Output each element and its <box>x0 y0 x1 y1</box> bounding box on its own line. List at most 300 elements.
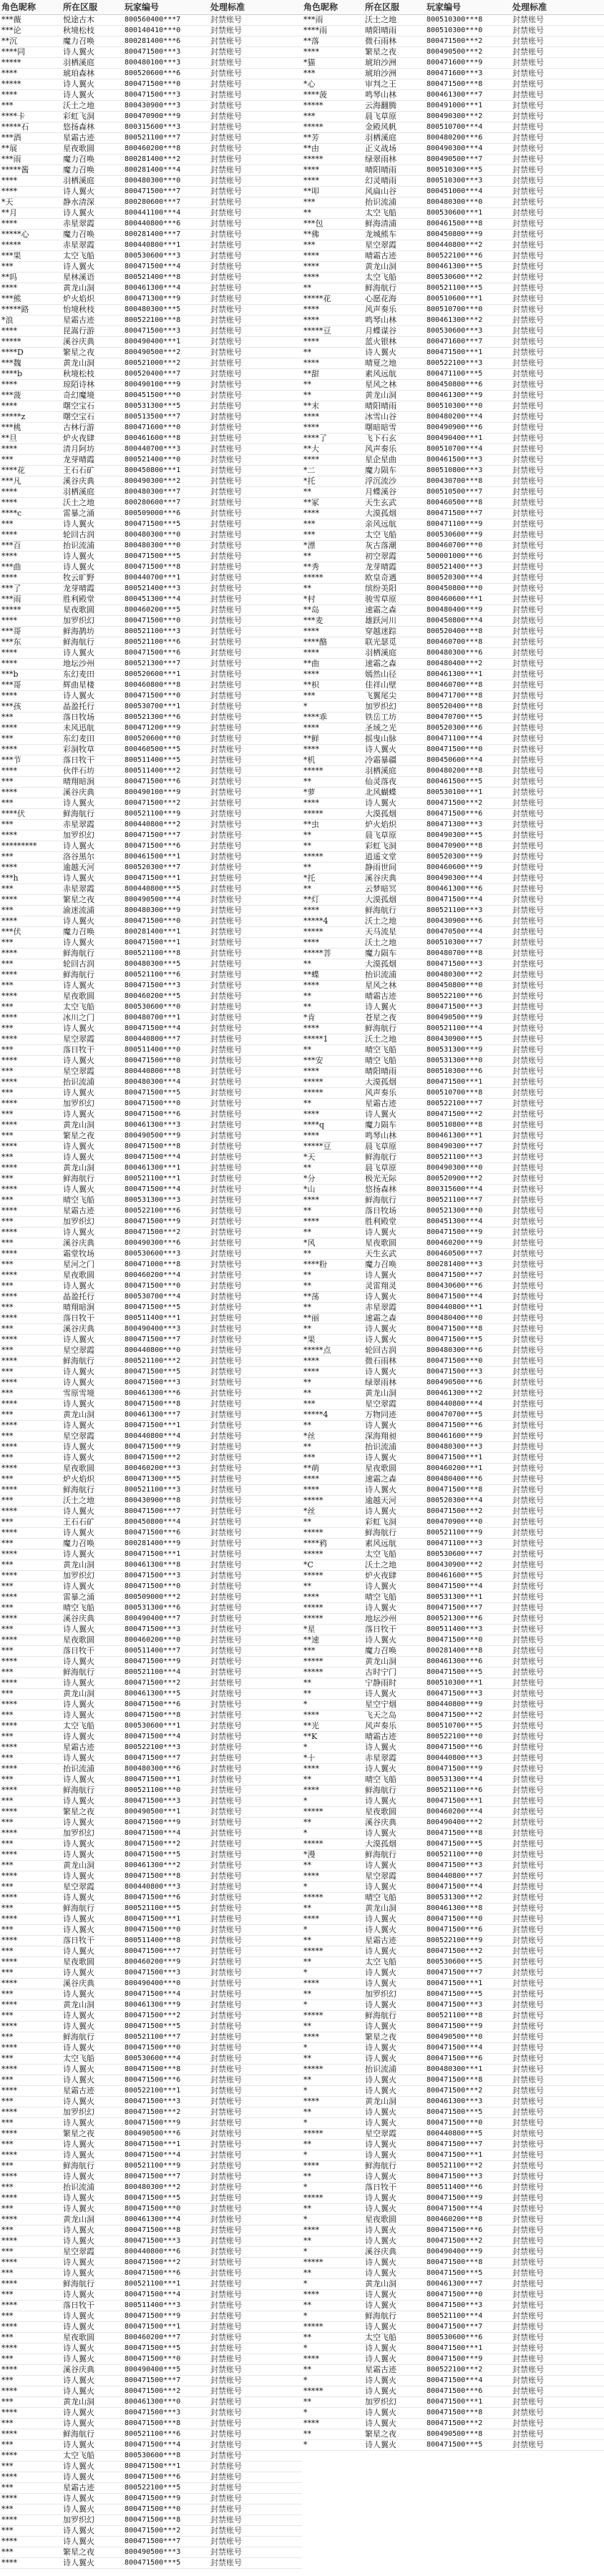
server-cell: 鲜海航行 <box>62 2161 123 2172</box>
nickname-cell: *** <box>0 1539 62 1549</box>
player-id-cell: 800530600***1 <box>425 208 511 219</box>
server-cell: 轮回古润 <box>62 959 123 970</box>
table-row <box>0 36 302 47</box>
player-id-cell: 800510300***0 <box>425 401 511 412</box>
status-cell: 封禁账号 <box>209 1743 302 1753</box>
status-cell: 封禁账号 <box>511 1453 604 1464</box>
status-cell: 封禁账号 <box>209 2386 302 2397</box>
table-row <box>0 348 302 358</box>
server-cell: 诗人翼火 <box>62 691 123 702</box>
status-cell: 封禁账号 <box>209 391 302 401</box>
server-cell: 诗人翼火 <box>62 2193 123 2204</box>
server-cell: 速霜之森 <box>364 1313 425 1324</box>
player-id-cell: 800471500***5 <box>425 1335 511 1346</box>
table-row <box>302 1324 604 1335</box>
nickname-cell: **** <box>302 2225 364 2236</box>
status-cell: 封禁账号 <box>511 26 604 36</box>
server-cell: 加罗织幻 <box>62 2515 123 2526</box>
table-row <box>302 1989 604 2000</box>
table-row <box>302 573 604 584</box>
nickname-cell: ***** <box>302 1893 364 1904</box>
status-cell: 封禁账号 <box>511 1764 604 1775</box>
server-cell: 诗人翼火 <box>364 1110 425 1120</box>
player-id-cell: 800490500***9 <box>123 1131 209 1142</box>
table-row <box>302 959 604 970</box>
player-id-cell: 800471500***1 <box>123 1421 209 1431</box>
server-cell: 诗人翼火 <box>364 348 425 358</box>
server-cell: 鲜海航行 <box>364 2161 425 2172</box>
nickname-cell: *** <box>0 1324 62 1335</box>
player-id-cell: 800461300***2 <box>425 315 511 326</box>
table-row <box>302 165 604 176</box>
player-id-cell: 800480300***6 <box>123 1764 209 1775</box>
table-row <box>0 1635 302 1646</box>
status-cell: 封禁账号 <box>209 1775 302 1786</box>
player-id-cell: 500001000***6 <box>425 552 511 562</box>
server-cell: 东幻麦田 <box>62 734 123 745</box>
server-cell: 诗人翼火 <box>62 2225 123 2236</box>
status-cell: 封禁账号 <box>511 1710 604 1721</box>
server-cell: 黄龙山洞 <box>364 1904 425 1914</box>
column-header-player-id: 玩家编号 <box>123 0 209 15</box>
status-cell: 封禁账号 <box>511 423 604 434</box>
nickname-cell: *** <box>0 101 62 112</box>
status-cell: 封禁账号 <box>209 2129 302 2140</box>
nickname-cell: ** <box>302 2107 364 2118</box>
player-id-cell: 800440800***6 <box>123 219 209 230</box>
table-row <box>0 2365 302 2376</box>
player-id-cell: 800530100***1 <box>425 788 511 798</box>
status-cell: 封禁账号 <box>209 498 302 509</box>
player-id-cell: 800471500***9 <box>425 2193 511 2204</box>
table-row <box>302 2344 604 2354</box>
nickname-cell: ***** <box>0 605 62 616</box>
status-cell: 封禁账号 <box>209 2118 302 2129</box>
server-cell: 羽栖溪庭 <box>62 58 123 69</box>
server-cell: 亲风远航 <box>364 519 425 530</box>
server-cell: 沃土之地 <box>364 916 425 927</box>
server-cell: 落日牧干 <box>62 755 123 766</box>
player-id-cell: 800531300***4 <box>425 1775 511 1786</box>
nickname-cell: *** <box>0 1667 62 1678</box>
status-cell: 封禁账号 <box>209 1099 302 1110</box>
status-cell: 封禁账号 <box>511 991 604 1002</box>
table-row <box>0 1238 302 1249</box>
player-id-cell: 800490500***0 <box>425 2032 511 2043</box>
server-cell: 诗人翼火 <box>62 2419 123 2429</box>
server-cell: 诗人翼火 <box>62 2322 123 2333</box>
player-id-cell: 800470900***0 <box>425 1517 511 1528</box>
table-row <box>302 1882 604 1893</box>
player-id-cell: 800471500***5 <box>425 2268 511 2279</box>
server-cell: 诗人翼火 <box>62 2204 123 2215</box>
player-id-cell: 800471500***9 <box>123 1217 209 1228</box>
server-cell: 诗人翼火 <box>62 916 123 927</box>
table-row <box>302 2386 604 2397</box>
status-cell: 封禁账号 <box>209 1571 302 1582</box>
status-cell: 封禁账号 <box>209 2193 302 2204</box>
status-cell: 封禁账号 <box>511 745 604 755</box>
table-row <box>0 1260 302 1270</box>
table-row <box>0 863 302 873</box>
player-id-cell: 800461300***9 <box>123 2000 209 2011</box>
server-cell: 鲜海航行 <box>364 1850 425 1861</box>
status-cell: 封禁账号 <box>511 2129 604 2140</box>
server-cell: 诗人翼火 <box>62 1110 123 1120</box>
player-id-cell: 800480700***8 <box>425 949 511 959</box>
nickname-cell: **灯 <box>302 895 364 906</box>
status-cell: 封禁账号 <box>209 15 302 26</box>
server-cell: 苍星之夜 <box>364 1013 425 1024</box>
table-row <box>0 2419 302 2429</box>
server-cell: 星夜歌圆 <box>62 2333 123 2344</box>
table-row <box>302 1592 604 1603</box>
player-id-cell: 800471500***6 <box>123 1110 209 1120</box>
nickname-cell: *** <box>302 691 364 702</box>
nickname-cell: **** <box>0 2022 62 2032</box>
player-id-cell: 800511400***3 <box>123 2301 209 2311</box>
table-row <box>0 1539 302 1549</box>
table-row <box>302 2440 604 2451</box>
nickname-cell: ***桃 <box>0 423 62 434</box>
status-cell: 封禁账号 <box>209 1110 302 1120</box>
status-cell: 封禁账号 <box>511 2279 604 2290</box>
table-row <box>0 1024 302 1034</box>
nickname-cell: **** <box>302 165 364 176</box>
status-cell: 封禁账号 <box>209 412 302 423</box>
player-id-cell: 800471500***6 <box>123 841 209 852</box>
status-cell: 封禁账号 <box>209 2290 302 2301</box>
player-id-cell: 800281400***1 <box>123 927 209 938</box>
status-cell: 封禁账号 <box>511 2236 604 2247</box>
table-row <box>302 1625 604 1635</box>
table-row <box>0 1989 302 2000</box>
nickname-cell: ** <box>302 1442 364 1453</box>
status-cell: 封禁账号 <box>209 305 302 315</box>
player-id-cell: 800471500***4 <box>425 895 511 906</box>
server-cell: 加罗织幻 <box>364 702 425 712</box>
nickname-cell: ** <box>302 991 364 1002</box>
table-row <box>0 2279 302 2290</box>
player-id-cell: 800520600***6 <box>123 69 209 79</box>
table-row <box>302 1045 604 1056</box>
server-cell: 诗人翼火 <box>364 2140 425 2150</box>
server-cell: 轮回古润 <box>62 530 123 541</box>
table-row <box>0 1389 302 1399</box>
table-row <box>302 927 604 938</box>
status-cell: 封禁账号 <box>209 1453 302 1464</box>
status-cell: 封禁账号 <box>209 916 302 927</box>
player-id-cell: 800521100***3 <box>123 627 209 637</box>
nickname-cell: *** <box>0 1281 62 1292</box>
player-id-cell: 800471500***6 <box>123 1893 209 1904</box>
table-row <box>302 2204 604 2215</box>
status-cell: 封禁账号 <box>511 1206 604 1217</box>
server-cell: 金殿风帆 <box>364 122 425 133</box>
player-id-cell: 800471500***5 <box>425 2107 511 2118</box>
server-cell: 极光无际 <box>364 1174 425 1185</box>
nickname-cell: *** <box>0 1882 62 1893</box>
nickname-cell: *** <box>0 2097 62 2107</box>
server-cell: 星夜歌圆 <box>62 605 123 616</box>
nickname-cell: **** <box>0 1592 62 1603</box>
server-cell: 诗人翼火 <box>364 1228 425 1238</box>
table-row <box>0 2258 302 2268</box>
player-id-cell: 800522100***6 <box>425 991 511 1002</box>
nickname-cell: **** <box>302 1195 364 1206</box>
server-cell: 星夜歌圆 <box>364 2215 425 2225</box>
server-cell: 诗人翼火 <box>364 2225 425 2236</box>
server-cell: 繁星之夜 <box>62 2547 123 2558</box>
nickname-cell: **** <box>0 2322 62 2333</box>
player-id-cell: 800471500***8 <box>425 1485 511 1496</box>
table-row <box>302 208 604 219</box>
nickname-cell: **** <box>0 1249 62 1260</box>
table-row <box>302 1421 604 1431</box>
status-cell: 封禁账号 <box>511 2022 604 2032</box>
status-cell: 封禁账号 <box>209 122 302 133</box>
nickname-cell: **甜 <box>302 369 364 380</box>
player-id-cell: 800471500***5 <box>123 1303 209 1313</box>
player-id-cell: 800471500***4 <box>123 2290 209 2301</box>
nickname-cell: *** <box>302 1646 364 1657</box>
table-row <box>302 2129 604 2140</box>
status-cell: 封禁账号 <box>209 981 302 991</box>
server-cell: 速霜之森 <box>364 1474 425 1485</box>
table-row <box>302 552 604 562</box>
player-id-cell: 800471500***7 <box>123 2376 209 2386</box>
status-cell: 封禁账号 <box>209 423 302 434</box>
player-id-cell: 800510300***0 <box>425 26 511 36</box>
nickname-cell: **** <box>302 1979 364 1989</box>
nickname-cell: **** <box>0 1120 62 1131</box>
table-row <box>302 1646 604 1657</box>
nickname-cell: ********* <box>0 841 62 852</box>
table-row <box>302 2022 604 2032</box>
table-row <box>302 1667 604 1678</box>
nickname-cell: *托 <box>302 873 364 884</box>
status-cell: 封禁账号 <box>511 15 604 26</box>
nickname-cell: *** <box>0 1710 62 1721</box>
status-cell: 封禁账号 <box>209 691 302 702</box>
player-id-cell: 800480300***0 <box>425 197 511 208</box>
nickname-cell: * <box>302 1700 364 1710</box>
server-cell: 诗人翼火 <box>62 1893 123 1904</box>
player-id-cell: 800471500***2 <box>425 1946 511 1957</box>
table-row <box>0 2515 302 2526</box>
nickname-cell: *** <box>0 2011 62 2022</box>
player-id-cell: 800471500***2 <box>123 2526 209 2537</box>
table-row <box>302 2075 604 2086</box>
nickname-cell: * <box>302 2118 364 2129</box>
nickname-cell: ***安 <box>302 1056 364 1067</box>
player-id-cell: 800511400***5 <box>123 755 209 766</box>
server-cell: 大漠孤烟 <box>364 959 425 970</box>
table-row <box>0 2140 302 2150</box>
server-cell: 诗人翼火 <box>364 1453 425 1464</box>
table-row <box>302 1904 604 1914</box>
player-id-cell: 800511400***6 <box>425 2183 511 2193</box>
server-cell: 抬识流浦 <box>364 1442 425 1453</box>
nickname-cell: **** <box>302 337 364 348</box>
nickname-cell: ** <box>302 863 364 873</box>
status-cell: 封禁账号 <box>209 2397 302 2408</box>
player-id-cell: 800440800***3 <box>123 1882 209 1893</box>
nickname-cell: **速 <box>302 1635 364 1646</box>
nickname-cell: ** <box>302 777 364 788</box>
player-id-cell: 800522100***3 <box>425 358 511 369</box>
player-id-cell: 800471500***8 <box>425 2408 511 2419</box>
player-id-cell: 800471500***6 <box>425 2386 511 2397</box>
nickname-cell: ****卡 <box>0 112 62 122</box>
table-row <box>0 1356 302 1367</box>
status-cell: 封禁账号 <box>209 1002 302 1013</box>
status-cell: 封禁账号 <box>511 2376 604 2386</box>
status-cell: 封禁账号 <box>511 509 604 519</box>
table-row <box>302 584 604 594</box>
table-row <box>0 176 302 187</box>
server-cell: 大漠孤烟 <box>364 509 425 519</box>
table-row <box>0 1346 302 1356</box>
server-cell: 诗人翼火 <box>62 1528 123 1539</box>
table-row <box>0 906 302 916</box>
status-cell: 封禁账号 <box>209 1013 302 1024</box>
nickname-cell: ***伏 <box>0 927 62 938</box>
nickname-cell: **** <box>302 981 364 991</box>
server-cell: 赤星翠霞 <box>62 219 123 230</box>
server-cell: 诗人翼火 <box>62 562 123 573</box>
server-cell: 魔力召唤 <box>62 230 123 240</box>
table-row <box>302 2118 604 2129</box>
player-id-cell: 800471500***6 <box>123 1528 209 1539</box>
table-row <box>0 112 302 122</box>
status-cell: 封禁账号 <box>209 1356 302 1367</box>
server-cell: 鲜海航行 <box>364 1195 425 1206</box>
status-cell: 封禁账号 <box>209 2000 302 2011</box>
nickname-cell: **** <box>0 552 62 562</box>
server-cell: 清月阿坊 <box>62 444 123 455</box>
table-row <box>0 2043 302 2054</box>
player-id-cell: 800281400***8 <box>425 1646 511 1657</box>
server-cell: 诗人翼火 <box>364 1485 425 1496</box>
status-cell: 封禁账号 <box>511 777 604 788</box>
server-cell: 微石雨林 <box>364 36 425 47</box>
status-cell: 封禁账号 <box>209 1131 302 1142</box>
nickname-cell: **** <box>0 1034 62 1045</box>
server-cell: 诗人翼火 <box>62 2011 123 2022</box>
player-id-cell: 800471500***1 <box>123 2462 209 2472</box>
status-cell: 封禁账号 <box>209 1818 302 1828</box>
status-cell: 封禁账号 <box>511 1324 604 1335</box>
server-cell: 羽栖溪庭 <box>62 487 123 498</box>
status-cell: 封禁账号 <box>209 240 302 251</box>
player-id-cell: 800531300***9 <box>425 1045 511 1056</box>
server-cell: 鲜海航行 <box>62 2429 123 2440</box>
server-cell: 繁星之夜 <box>364 2429 425 2440</box>
player-id-cell: 800471200***9 <box>123 723 209 734</box>
server-cell: 沃土之地 <box>364 938 425 949</box>
player-id-cell: 800471500***3 <box>123 1625 209 1635</box>
nickname-cell: *** <box>0 1625 62 1635</box>
player-id-cell: 800490500***6 <box>425 1378 511 1389</box>
nickname-cell: **** <box>0 2515 62 2526</box>
server-cell: 诗人翼火 <box>62 1088 123 1099</box>
table-row <box>0 2204 302 2215</box>
status-cell: 封禁账号 <box>511 476 604 487</box>
table-row <box>0 884 302 895</box>
nickname-cell: *丝 <box>302 1431 364 1442</box>
nickname-cell: **** <box>302 1764 364 1775</box>
status-cell: 封禁账号 <box>209 637 302 648</box>
status-cell: 封禁账号 <box>209 1260 302 1270</box>
table-row <box>302 15 604 26</box>
table-row <box>302 1893 604 1904</box>
nickname-cell: **** <box>0 1099 62 1110</box>
table-row <box>302 1496 604 1507</box>
nickname-cell: **** <box>0 2193 62 2204</box>
status-cell: 封禁账号 <box>511 369 604 380</box>
table-row <box>302 1195 604 1206</box>
table-row <box>302 2365 604 2376</box>
server-cell: 晴霜古迹 <box>364 1732 425 1743</box>
table-row <box>0 970 302 981</box>
nickname-cell: **** <box>302 723 364 734</box>
table-row <box>302 1786 604 1796</box>
player-id-cell: 800461300***9 <box>425 391 511 401</box>
server-cell: 晨飞草原 <box>364 831 425 841</box>
nickname-cell: **** <box>0 1185 62 1195</box>
player-id-cell: 800315600***4 <box>425 1185 511 1195</box>
nickname-cell: **叩 <box>302 187 364 197</box>
player-id-cell: 800451000***4 <box>425 187 511 197</box>
status-cell: 封禁账号 <box>209 723 302 734</box>
nickname-cell: *****豆 <box>302 1142 364 1152</box>
nickname-cell: *** <box>0 1861 62 1871</box>
server-cell: 诗人翼火 <box>62 1678 123 1689</box>
table-row <box>302 2000 604 2011</box>
status-cell: 封禁账号 <box>511 691 604 702</box>
nickname-cell: **冢 <box>302 498 364 509</box>
table-row <box>302 820 604 831</box>
player-id-cell: 800450800***0 <box>425 584 511 594</box>
server-cell: 诗人翼火 <box>62 2172 123 2183</box>
nickname-cell: **** <box>302 1067 364 1077</box>
player-id-cell: 800461300***7 <box>123 1410 209 1421</box>
table-row <box>0 2504 302 2515</box>
player-id-cell: 800430900***3 <box>123 101 209 112</box>
server-cell: 诗人翼火 <box>364 1324 425 1335</box>
player-id-cell: 800522100***6 <box>123 1206 209 1217</box>
table-row <box>302 970 604 981</box>
table-row <box>0 1657 302 1667</box>
server-cell: 彩虹飞洞 <box>364 1517 425 1528</box>
status-cell: 封禁账号 <box>209 895 302 906</box>
status-cell: 封禁账号 <box>209 2172 302 2183</box>
status-cell: 封禁账号 <box>511 927 604 938</box>
server-cell: 晨飞草原 <box>364 112 425 122</box>
server-cell: 落日牧干 <box>62 1045 123 1056</box>
status-cell: 封禁账号 <box>209 605 302 616</box>
player-id-cell: 800471500***2 <box>425 1710 511 1721</box>
nickname-cell: **** <box>0 498 62 509</box>
status-cell: 封禁账号 <box>511 938 604 949</box>
table-row <box>302 2150 604 2161</box>
player-id-cell: 800511400***1 <box>123 1313 209 1324</box>
nickname-cell: **** <box>0 2494 62 2504</box>
player-id-cell: 800471500***3 <box>123 2408 209 2419</box>
status-cell: 封禁账号 <box>511 584 604 594</box>
server-cell: 诗人翼火 <box>62 1700 123 1710</box>
